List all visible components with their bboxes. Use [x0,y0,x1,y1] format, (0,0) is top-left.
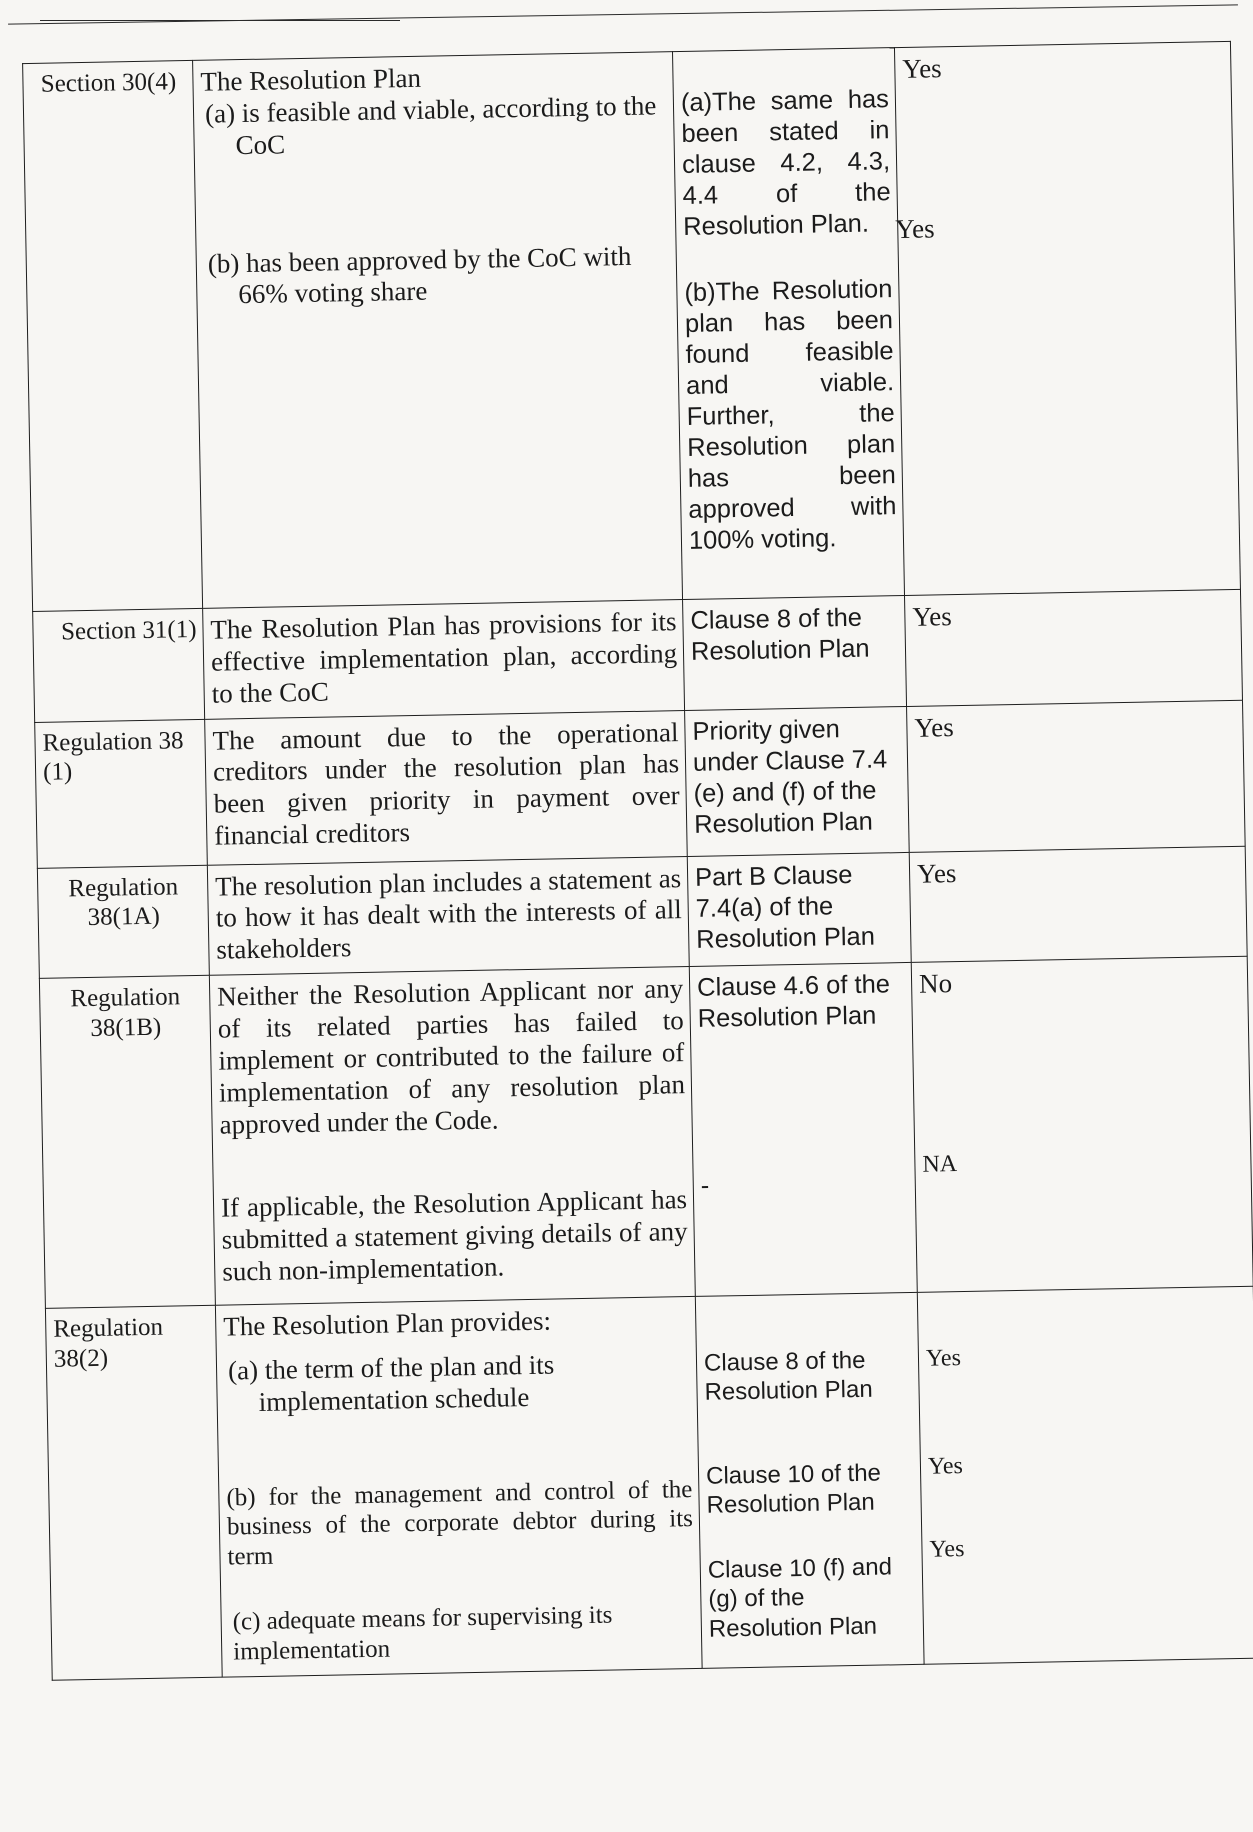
requirement-item-a: Neither the Resolution Applicant nor any of its related parties has failed to implement or contributed to the failure of implementation of any resolution plan approved under the Code. [216,973,686,1140]
table-row [39,956,1253,1308]
requirement-intro: The Resolution Plan [200,62,422,97]
clause-item-b: - [700,1172,710,1201]
clause-cell [685,706,910,856]
section-label: Regulation 38(1B) [70,983,181,1042]
requirement-cell [193,52,683,609]
section-cell [45,1305,222,1680]
clause-text: Priority given under Clause 7.4 (e) and (f) of the Resolution Plan [692,714,888,839]
section-label: Section 30(4) [40,68,177,98]
requirement-cell [205,710,688,865]
requirement-cell [215,1297,702,1678]
compliance-value-a: Yes [925,1345,962,1372]
compliance-cell [894,41,1240,595]
clause-text: Clause 8 of the Resolution Plan [690,603,870,667]
page-top-rule [8,4,1238,24]
section-label: Regulation 38(2) [53,1313,164,1373]
compliance-value-a: No [918,968,953,999]
section-cell [39,975,215,1308]
compliance-cell [911,956,1253,1292]
clause-item-b: Clause 10 of the Resolution Plan [705,1459,882,1519]
requirement-item-a: (a) the term of the plan and its implementation schedule [227,1349,555,1417]
requirement-item-c: (c) adequate means for supervising its implementation [232,1601,613,1666]
clause-cell [689,963,917,1297]
compliance-value-c: Yes [929,1535,965,1563]
section-cell [23,60,203,611]
compliance-table [22,41,1253,1681]
requirement-cell [209,967,695,1306]
section-label: Section 31(1) [60,615,197,646]
clause-item-a: Clause 4.6 of the Resolution Plan [696,970,891,1034]
clause-cell [683,595,907,710]
requirement-text: The Resolution Plan has provisions for its effective implementation plan, according to the CoC [210,606,678,709]
requirement-cell [203,600,685,719]
requirement-intro: The Resolution Plan provides: [223,1305,552,1342]
compliance-table-sheet [22,41,1253,1805]
compliance-cell [917,1286,1253,1664]
table-row [35,700,1245,868]
requirement-item-b: (b) for the management and control of the business of the corporate debtor during its term [226,1475,694,1571]
section-label: Regulation 38 (1) [42,726,184,786]
clause-item-a: (a)The same has been stated in clause 4.2, 4.3, 4.4 of the Resolution Plan. [680,85,891,242]
table-row [37,846,1247,979]
compliance-value-b: Yes [895,213,935,244]
table-row [33,589,1243,722]
compliance-value: Yes [914,711,954,743]
requirement-text: The amount due to the operational creditors under the resolution plan has been given priority in payment over financial creditors [212,716,680,851]
table-row [23,41,1241,611]
clause-item-c: Clause 10 (f) and (g) of the Resolution Plan [707,1553,893,1643]
section-cell [35,719,208,868]
requirement-item-b: If applicable, the Resolution Applicant has submitted a statement giving details of any such non-implementation. [220,1184,688,1287]
compliance-value: Yes [916,857,957,889]
section-cell [33,608,205,722]
section-label: Regulation 38(1A) [68,872,179,932]
clause-item-b: (b)The Resolution plan has been found feasible and viable. Further, the Resolution plan has been approved with 100% voting. [684,274,897,556]
section-cell [37,865,209,979]
compliance-cell [905,589,1243,706]
page-top-rule [40,20,400,21]
compliance-cell [907,700,1246,852]
compliance-value: Yes [912,601,952,632]
requirement-cell [207,856,689,975]
compliance-value-b: Yes [927,1453,964,1481]
requirement-item-a: (a) is feasible and viable, according to the CoC [204,90,657,160]
clause-text: Part B Clause 7.4(a) of the Resolution Plan [694,860,876,954]
requirement-text: The resolution plan includes a statement as to how it has dealt with the interests of all stakeholders [214,862,682,965]
table-row [45,1286,1253,1680]
compliance-value-a: Yes [902,53,942,84]
compliance-cell [909,846,1247,963]
clause-cell [687,852,911,967]
clause-item-a: Clause 8 of the Resolution Plan [703,1346,873,1407]
compliance-value-b: NA [922,1151,958,1178]
clause-cell [673,48,905,600]
clause-cell [695,1293,924,1669]
requirement-item-b: (b) has been approved by the CoC with 66% voting share [207,240,632,310]
